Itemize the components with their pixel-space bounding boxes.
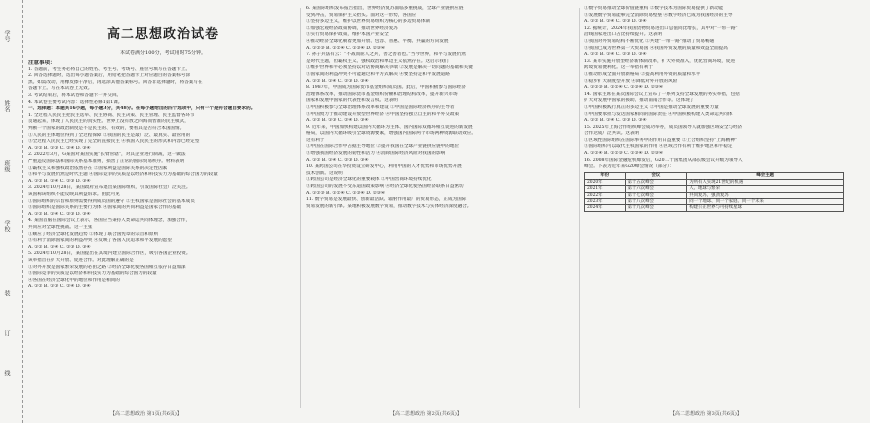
- table-cell: 人、地球与繁荣: [687, 186, 844, 192]
- question-line: ①中国在国际合作中占据主导地位 ②提升我国在全球产业链供应链中的地位: [306, 144, 460, 150]
- question-line: ①对外开放是国家繁荣发展的必由之路 ②经济全球化使各国相互依存日益加深: [28, 264, 186, 270]
- question-line: ③增强我国经济发展的韧性和活力 ④消除国际经济风险对我国的影响: [306, 151, 446, 157]
- table-cell: 2021年: [585, 186, 626, 192]
- question-line: 国家和发展中国家的代表性和发言权。这表明: [306, 98, 398, 104]
- notice-heading: 注意事项：: [28, 60, 56, 67]
- question-line: ③稳步扩大制度型开放 ④降低对外开放的风险: [584, 78, 678, 84]
- question-line: ③国际组织可以取代主权国家的作用 ④区域合作有利于维护地区和平稳定: [584, 144, 733, 150]
- question-line: 4. 某国首脑在国际会议上表示，各国应当秉持人类命运共同体理念，加强合作，: [28, 218, 191, 224]
- binding-margin: [0, 0, 23, 423]
- question-line: A. ①② B. ①④ C. ②③ D. ③④: [306, 157, 369, 163]
- page-2-footer: 【高二思想政治 第2页(共6页)】: [390, 411, 462, 417]
- question-line: A. ①②④ B. ①②③ C. ①③④ D. ②③④: [584, 151, 664, 157]
- margin-label: 订: [3, 330, 10, 336]
- table-cell: 第十七次峰会: [625, 192, 687, 198]
- question-line: 格局，以国内大循环吸引全球资源要素，增强国内国际两个市场两种资源联动效应。: [306, 131, 476, 137]
- question-line: ③国际组织是国际关系的主要行为体 ④国家间的共同利益是国家合作的基础: [28, 205, 182, 211]
- question-line: A. ①②③ B. ①②④ C. ①③④ D. ②③④: [584, 85, 664, 91]
- question-line: 11. 数字贸易是发展最快、创新最活跃、辐射作用最广的贸易形态，正成为国际: [306, 197, 467, 203]
- question-line: ①霸权主义和强权政治依然存在 ②国家利益是国际关系的决定性因素: [28, 165, 168, 171]
- question-line: A. ①②③ B. ①②④ C. ①③④ D. ②③④: [306, 190, 386, 196]
- question-line: ③全过程人民民主已经实现了完全的直接民主 ④我国人民民主的形式和内容已经定型: [28, 139, 200, 145]
- question-line: ③中国致力于推动建设开放型世界经济 ④中国坚持独立自主的和平外交政策: [306, 111, 460, 117]
- question-line: A. ①② B. ①④ C. ②③ D. ③④: [584, 19, 647, 25]
- question-line: ①中国积极参与全球治理体系改革和建设 ②中国是国际经济秩序的主导者: [306, 104, 455, 110]
- question-line: 贯通起来，体现了人民民主的真实性。世界上没有放之四海而皆准的民主模式，: [28, 119, 189, 125]
- question-line: 7. 孙子兵法有云：“不战而屈人之兵，善之善者也。”当今世界，和平与发展仍然: [306, 52, 466, 58]
- question-line: ④各国在经济全球化中的地位和作用是相同的: [28, 277, 120, 283]
- question-line: ③中国要承担与发达国家相同的国际责任 ④中国积极构建人类命运共同体: [584, 111, 733, 117]
- question-line: ③实行贸易保护政策，维护本国产业安全: [306, 32, 389, 38]
- exam-title: 高二思想政治试卷: [106, 27, 219, 42]
- page-3-column: [584, 6, 864, 406]
- question-line: ①人民的主体地位得到了全过程保障 ②我国的民主是最广泛、最真实、最管用的: [28, 132, 191, 138]
- section-heading: 一、选择题：本题共16小题，每小题3分，共48分。在每小题给出的四个选项中，只有一个是符合题目要求的。: [28, 106, 256, 112]
- table-cell: 第十九次峰会: [625, 205, 687, 211]
- notice-line: 答题卡上。写在本试卷上无效。: [28, 86, 93, 92]
- question-line: 15. 2025年上海合作组织峰会成功举办，成员国领导人就加强区域安全与经济: [584, 124, 743, 130]
- page-1-questions: [28, 113, 298, 291]
- question-line: ①坚持多边主义，维护以世界贸易组织为核心的多边贸易体制: [306, 19, 431, 25]
- table-cell: 第十八次峰会: [625, 198, 687, 204]
- question-line: 扩大对发展中国家的援助、推动南南合作等。这体现了: [584, 98, 695, 104]
- exam-meta: 本试卷满分100分，考试用时75分钟。: [120, 50, 206, 56]
- g20-table: [584, 172, 844, 211]
- notice-list: [28, 67, 298, 106]
- page-3-footer: 【高二思想政治 第3页(共6页)】: [670, 411, 742, 417]
- question-line: A. ①② B. ①③ C. ②④ D. ③④: [306, 118, 369, 124]
- question-line: ③发展数字贸易能够完全消除贸易壁垒 ④数字经济已成为我国经济的主导: [584, 12, 733, 18]
- question-line: 8. 1987年，中国成为国际货币基金组织成员国。此后，中国积极参与国际经济: [306, 85, 466, 91]
- table-cell: 共同复苏，强劲复苏: [687, 192, 844, 198]
- question-line: A. ①② B. ①④ C. ②③ D. ③④: [28, 211, 91, 217]
- question-line: 13. 某市实施开放型经济新体制改革，扩大外资准入，优化营商环境，促进: [584, 58, 736, 64]
- margin-label: 线: [3, 370, 10, 376]
- question-line: 这有利于: [306, 137, 325, 143]
- question-line: ①我国对外贸易结构不断优化 ②共建“一带一路”推动了贸易畅通: [584, 38, 715, 44]
- question-line: 12. 据统计，2024年我国货物贸易进出口总值同比增长，其中对“一带一路”: [584, 25, 738, 31]
- table-cell: 同一个地球、同一个家庭、同一个未来: [687, 198, 844, 204]
- table-cell: 构建公正世界与可持续星球: [687, 205, 844, 211]
- table-cell: 为所有人实现21世纪的机遇: [687, 179, 844, 185]
- question-line: A. ①②③ B. ①②④ C. ①③④ D. ②③④: [306, 45, 386, 51]
- question-line: 16. 2008年国际金融危机爆发后，G20二十国集团从部长级会议升级为领导人: [584, 157, 743, 163]
- question-line: 受到冲击，贸易保护主义抬头。面对这一形势，各国应: [306, 12, 417, 18]
- question-line: ①维护世界和平必须坚持以对话协商解决争端 ②发展是解决一切问题的基础和关键: [306, 65, 473, 71]
- question-line: 该举措旨在扩大开放、促进合作。对此理解正确的是: [28, 257, 134, 263]
- column-divider: [300, 8, 301, 408]
- question-line: 治理体系改革，推动国际货币基金组织份额和治理结构改革，提升新兴市场: [306, 91, 458, 97]
- question-line: ③和平与发展仍然是时代主题 ④国际竞争的实质是以经济和科技实力为基础的综合国力的较量: [28, 172, 218, 178]
- question-line: 峰会。下表为近年来G20峰会情况（部分）：: [584, 164, 674, 170]
- question-line: 10. 某跨国公司在华投资设立研发中心，利用中国的人才优势和市场优势开展: [306, 164, 462, 170]
- question-line: A. ①② B. ①④ C. ②③ D. ③④: [306, 78, 369, 84]
- question-line: ③有利于消除国家间的利益冲突 ④反映了各国人民追求和平发展的愿望: [28, 238, 172, 244]
- margin-label: 班级: [3, 160, 10, 172]
- question-line: 合作达成广泛共识。这表明: [584, 131, 640, 137]
- question-line: ①国际组织的宗旨和原则需要得到成员国的遵守 ②主权国家是国际社会的基本成员: [28, 198, 195, 204]
- table-cell: 2022年: [585, 192, 626, 198]
- page-3-questions: [584, 6, 864, 170]
- question-line: A. ①② B. ①③ C. ②④ D. ③④: [28, 284, 91, 290]
- question-line: ①数字贸易推动全球价值链重构 ②数字技术为国际贸易提供了新动能: [584, 6, 724, 11]
- margin-label: 姓名: [3, 100, 10, 112]
- column-divider: [579, 8, 580, 408]
- question-line: ①推动形成全面开放新格局 ②提高利用外资的质量和水平: [584, 71, 701, 77]
- question-line: 该国称该组织不能反映其利益诉求。由此可见: [28, 191, 120, 197]
- question-line: ③我国已成为世界第一大贸易国 ④我国外贸发展的质量和效益全面提高: [584, 45, 728, 51]
- question-line: 2. 2022年3月，G某国对某国实施“长臂管辖”，对其企业进行制裁，这一做法: [28, 152, 186, 158]
- question-line: A. ①② B. ①④ C. ②③ D. ③④: [584, 52, 647, 58]
- question-line: 14. 国家主席在某次国际会议上宣布了一系列支持全球发展的务实举措，包括: [584, 91, 740, 97]
- table-cell: 2024年: [585, 205, 626, 211]
- question-line: ③国际竞争的实质是以经济和科技实力为基础的综合国力的较量: [28, 271, 157, 277]
- notice-line: 4. 本试卷主要考试内容：选择性必修1第1课。: [28, 99, 123, 105]
- question-line: 严重违反国际法和国际关系基本准则，损害了正常的国际贸易秩序。材料表明: [28, 159, 185, 164]
- question-line: 6. 某国际组织发布报告指出，世界经济复苏面临多重挑战，全球产业链供应链: [306, 6, 464, 11]
- notice-line: 2. 回答选择题时，选出每小题答案后，用铅笔把答题卡上对应题目的答案标号涂: [28, 73, 191, 79]
- margin-label: 装: [3, 290, 10, 296]
- question-line: 3. 2024年10月28日，某国政府宣布退出某国际组织，引发国际社会广泛关注。: [28, 185, 191, 191]
- page-1-column: [28, 6, 298, 406]
- notice-line: 1. 答题前，考生务必将自己的姓名、考生号、考场号、座位号填写在答题卡上。: [28, 66, 191, 72]
- question-line: ①顺应了经济全球化发展趋势 ②体现了联合国宪章的宗旨和原则: [28, 231, 159, 237]
- table-header-cell: 会议: [625, 173, 687, 179]
- question-line: 是时代主题，但霸权主义、强权政治和单边主义依然存在。这启示我们: [306, 58, 449, 64]
- table-header-cell: 年份: [585, 173, 626, 179]
- table-cell: 2023年: [585, 198, 626, 204]
- question-line: 沿线国家进出口占比持续提升。这表明: [584, 32, 663, 38]
- question-line: 判断一个国家的政治制度是不是民主的、有效的，要看其是否符合本国国情。: [28, 126, 185, 132]
- notice-line: 3. 考试结束后，将本试卷和答题卡一并交回。: [28, 93, 122, 99]
- page-2-column: [306, 6, 576, 406]
- table-header-cell: 峰会主题: [687, 173, 844, 179]
- question-line: 1. 全过程人民民主把民主选举、民主协商、民主决策、民主管理、民主监督各环节: [28, 112, 195, 118]
- question-line: 技术创新。这说明: [306, 170, 343, 176]
- question-line: ①区域性国际组织在国际事务中的作用日益重要 ②上合组织坚持“上海精神”: [584, 137, 738, 143]
- question-line: 贸易发展的新引擎。某地积极发展数字贸易，推动数字技术与实体经济深度融合。: [306, 203, 472, 209]
- notice-line: 黑。如需改动，用橡皮擦干净后，再选涂其他答案标号。回答非选择题时，将答案写在: [28, 79, 203, 85]
- question-line: A. ①② B. ①③ C. ②④ D. ③④: [28, 145, 91, 151]
- page-2-questions: [306, 6, 576, 210]
- question-line: ②加强宏观经济政策协调，推动世界经济复苏: [306, 25, 398, 31]
- question-line: A. ①② B. ①④ C. ②③ D. ③④: [28, 178, 91, 184]
- table-cell: 第十五次峰会: [625, 179, 687, 185]
- table-cell: 第十六次峰会: [625, 186, 687, 192]
- question-line: ③跨国公司的发展不受东道国政策影响 ④经济全球化使各国经济联系日益密切: [306, 184, 464, 190]
- table-row: [585, 205, 844, 211]
- question-line: 9. 近年来，中国加快构建以国内大循环为主体、国内国际双循环相互促进的新发展: [306, 124, 473, 130]
- question-line: ①跨国公司是经济全球化的重要载体 ②中国营商环境持续优化: [306, 177, 432, 183]
- margin-label: 学号: [3, 30, 10, 42]
- question-line: 共同应对全球性挑战。这一主张: [28, 224, 93, 230]
- page-1-footer: 【高二思想政治 第1页(共6页)】: [110, 411, 182, 417]
- question-line: ④推动经济全球化朝着更加开放、包容、普惠、平衡、共赢的方向发展: [306, 38, 449, 44]
- question-line: ①中国积极践行真正的多边主义 ②中国是推动全球发展的重要力量: [584, 104, 719, 110]
- margin-label: 学校: [3, 220, 10, 232]
- question-line: A. ①② B. ①④ C. ②③ D. ③④: [584, 118, 647, 124]
- question-line: ③国家间的利益冲突不可能通过和平方式解决 ④要坚持走和平发展道路: [306, 71, 450, 77]
- question-line: 跨境贸易便利化。这一举措有利于: [584, 65, 653, 71]
- question-line: A. ①② B. ①④ C. ②③ D. ③④: [28, 244, 91, 250]
- table-cell: 2020年: [585, 179, 626, 185]
- question-line: 5. 2024年10月28日，某国提出在其境内建立国际合作区，吸引各国企业投资。: [28, 251, 191, 257]
